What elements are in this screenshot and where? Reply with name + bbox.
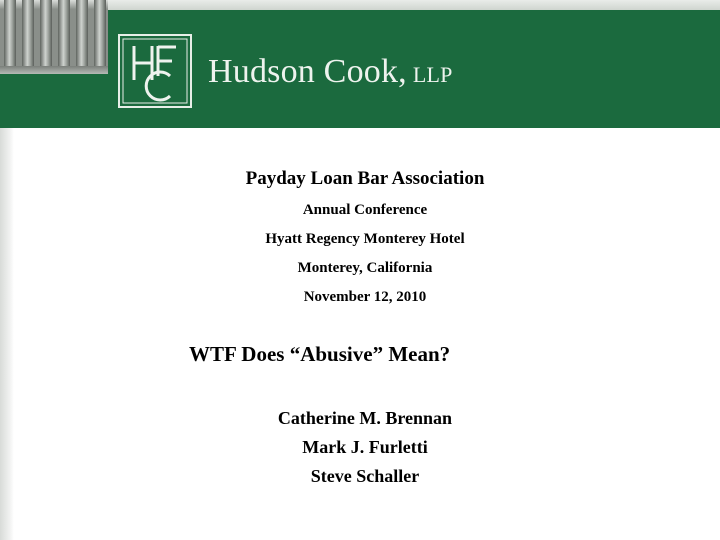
- column-image: [76, 0, 88, 74]
- firm-name-text: Hudson Cook,: [208, 53, 407, 90]
- left-rail: [0, 128, 14, 540]
- speaker-name: Catherine M. Brennan: [277, 408, 453, 428]
- event-line-conference: Annual Conference: [302, 202, 428, 218]
- speaker-name: Mark J. Furletti: [302, 437, 428, 457]
- monogram-icon: [120, 36, 190, 106]
- columns-capital: [0, 0, 108, 9]
- columns-base: [0, 66, 108, 74]
- speaker-name: Steve Schaller: [310, 466, 420, 486]
- firm-suffix: LLP: [412, 62, 453, 87]
- column-image: [40, 0, 52, 74]
- event-name: Payday Loan Bar Association: [245, 168, 485, 189]
- event-line-location: Monterey, California: [297, 260, 433, 276]
- header-top-strip: [0, 0, 720, 10]
- column-image: [22, 0, 34, 74]
- firm-name: [208, 52, 453, 95]
- columns-photo: [0, 0, 108, 74]
- column-image: [4, 0, 16, 74]
- event-line-venue: Hyatt Regency Monterey Hotel: [265, 231, 465, 247]
- talk-title: WTF Does “Abusive” Mean?: [189, 342, 451, 366]
- firm-logo: [118, 34, 192, 108]
- column-image: [58, 0, 70, 74]
- event-line-date: November 12, 2010: [303, 289, 427, 305]
- column-image: [94, 0, 106, 74]
